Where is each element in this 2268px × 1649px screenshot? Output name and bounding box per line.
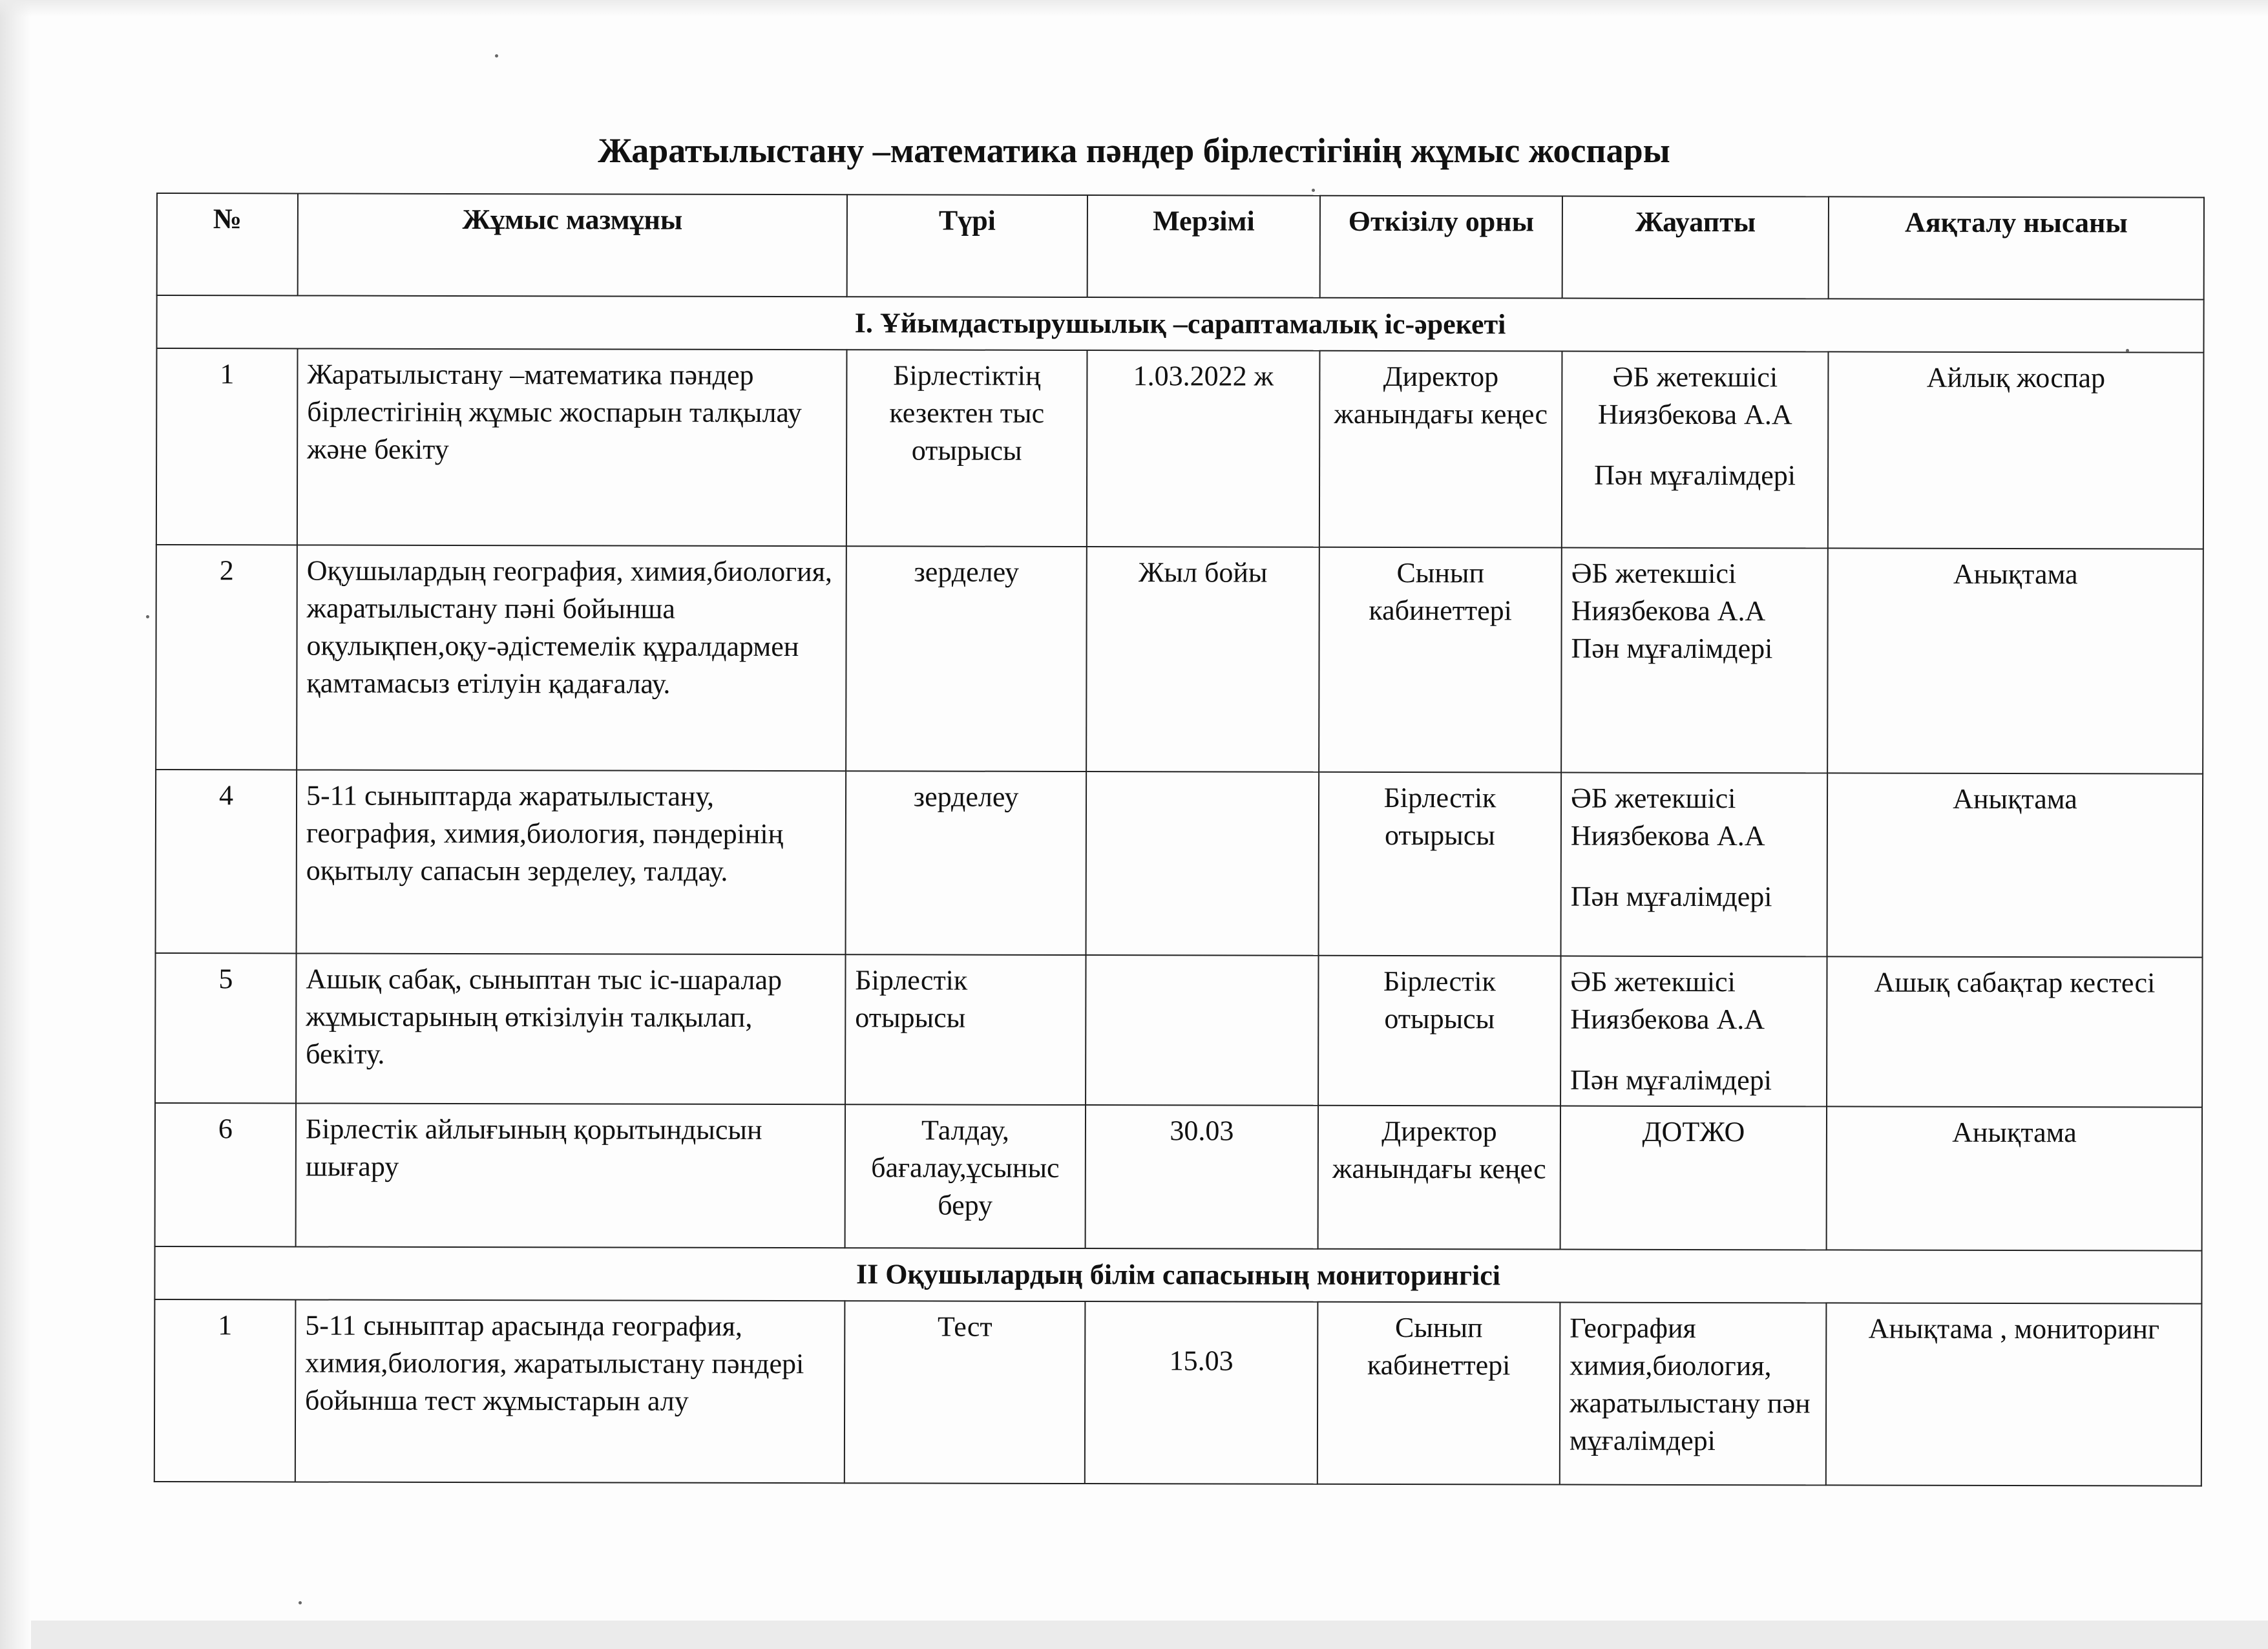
row-result: Анықтама (1827, 548, 2203, 773)
row-place: Директор жанындағы кеңес (1319, 351, 1562, 548)
table-row (156, 545, 2203, 774)
scan-speck (495, 54, 498, 58)
responsible-head: ӘБ жетекшісі Ниязбекова А.А (1570, 965, 1765, 1036)
scan-speck (146, 615, 149, 618)
header-responsible: Жауапты (1562, 196, 1829, 299)
header-num: № (157, 193, 298, 295)
row-place: Бірлестік отырысы (1319, 772, 1562, 956)
row-type: Бірлестік отырысы (845, 954, 1086, 1105)
row-result: Анықтама (1827, 773, 2203, 957)
table-header-row (157, 193, 2204, 300)
row-num: 1 (154, 1299, 296, 1482)
row-deadline: 30.03 (1086, 1105, 1318, 1249)
section-title: І. Ұйымдастырушылық –сараптамалық іс-әрекеті (156, 295, 2203, 353)
row-type: зерделеу (846, 546, 1087, 772)
row-deadline (1086, 772, 1319, 956)
row-type: зерделеу (846, 771, 1087, 955)
row-content: 5-11 сыныптар арасында география, химия,биология, жаратылыстану пәндері бойынша тест жұмыстарын алу (295, 1299, 845, 1483)
row-result: Анықтама (1827, 1106, 2202, 1250)
row-responsible (1561, 773, 1828, 957)
row-place: Бірлестік отырысы (1318, 956, 1560, 1106)
scan-speck (1312, 189, 1315, 192)
row-num: 4 (156, 770, 297, 953)
row-responsible: География химия,биология, жаратылыстану пән мұғалімдері (1560, 1303, 1827, 1486)
section-heading-2 (154, 1246, 2201, 1304)
row-num: 2 (156, 545, 297, 770)
deadline-value: 15.03 (1169, 1345, 1234, 1377)
scan-shadow-bottom (31, 1621, 2268, 1649)
row-type: Талдау, бағалау,ұсыныс беру (845, 1104, 1086, 1248)
responsible-teachers: Пән мұғалімдері (1594, 459, 1796, 492)
row-content: 5-11 сыныптарда жаратылыстану, география, химия,биология, пәндерінің оқытылу сапасын зерделеу, талдау. (297, 770, 846, 954)
row-result: Анықтама , мониторинг (1826, 1303, 2202, 1486)
responsible-head: ӘБ жетекшісі Ниязбекова А.А (1597, 361, 1792, 431)
row-num: 6 (155, 1103, 296, 1246)
row-type: Бірлестіктің кезектен тыс отырысы (846, 350, 1087, 547)
table-row (156, 348, 2204, 549)
section-title: ІІ Оқушылардың білім сапасының мониторингісі (154, 1246, 2201, 1304)
page-title: Жаратылыстану –математика пәндер бірлестігінің жұмыс жоспары (598, 131, 1670, 170)
header-deadline: Мерзімі (1087, 195, 1320, 298)
responsible-head: ӘБ жетекшісі Ниязбекова А.А (1570, 782, 1765, 852)
row-content: Ашық сабақ, сыныптан тыс іс-шаралар жұмыстарының өткізілуін талқылап, бекіту. (296, 953, 845, 1104)
row-responsible (1560, 956, 1827, 1107)
row-type: Тест (845, 1301, 1086, 1484)
scan-speck (299, 1601, 302, 1604)
header-result: Аяқталу нысаны (1829, 196, 2204, 299)
row-place: Сынып кабинеттері (1319, 547, 1562, 773)
row-responsible (1561, 548, 1828, 773)
responsible-teachers: Пән мұғалімдері (1571, 632, 1773, 665)
section-heading-1 (156, 295, 2203, 353)
responsible-head: ӘБ жетекшісі Ниязбекова А.А (1571, 557, 1766, 627)
row-deadline (1086, 955, 1318, 1106)
row-num: 5 (155, 953, 296, 1103)
table-row (155, 953, 2202, 1108)
responsible-teachers: Пән мұғалімдері (1570, 880, 1772, 913)
table-row (155, 1103, 2202, 1251)
scan-shadow-top (0, 0, 2268, 17)
scan-speck (2126, 349, 2129, 352)
row-responsible (1562, 352, 1829, 549)
row-content: Бірлестік айлығының қорытындысын шығару (296, 1103, 845, 1248)
row-content: Оқушылардың география, химия,биология, жаратылыстану пәні бойынша оқулықпен,оқу-әдістемелік құралдармен қамтамасыз етілуін қадағалау. (297, 545, 846, 771)
row-deadline: 1.03.2022 ж (1087, 350, 1320, 547)
responsible-teachers: Пән мұғалімдері (1570, 1064, 1772, 1097)
row-deadline: Жыл бойы (1086, 547, 1319, 772)
header-type: Түрі (847, 194, 1087, 297)
row-deadline (1085, 1301, 1318, 1484)
table-row (154, 1299, 2202, 1486)
work-plan-table (154, 193, 2205, 1487)
row-num: 1 (156, 348, 298, 545)
row-place: Сынып кабинеттері (1318, 1302, 1560, 1485)
table-row (156, 770, 2203, 958)
row-result: Ашық сабақтар кестесі (1827, 956, 2202, 1107)
header-place: Өткізілу орны (1320, 196, 1562, 299)
row-content: Жаратылыстану –математика пәндер бірлестігінің жұмыс жоспарын талқылау және бекіту (297, 348, 847, 546)
row-responsible: ДОТЖО (1560, 1106, 1827, 1250)
scan-shadow-left (0, 0, 31, 1649)
header-content: Жұмыс мазмұны (298, 193, 847, 297)
row-place: Директор жанындағы кеңес (1318, 1106, 1560, 1250)
row-result: Айлық жоспар (1828, 352, 2204, 549)
